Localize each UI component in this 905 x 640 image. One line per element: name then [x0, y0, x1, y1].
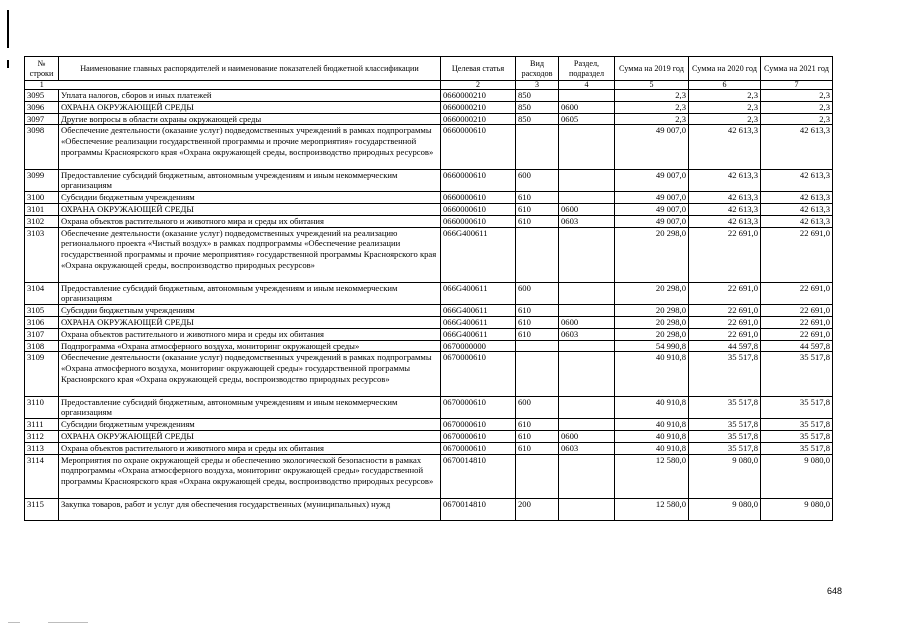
expense-type-code: 600 [516, 169, 559, 192]
row-name: Обеспечение деятельности (оказание услуг) подведомственных учреждений в рамках подпрограммы «Охрана атмосферного воздуха, мониторинг окружающей среды» государственной программы Красноярского края «Охрана окружающей среды, воспроизводство природных ресурсов» [59, 352, 441, 396]
sum-2020: 42 613,3 [689, 169, 761, 192]
binding-mark [7, 60, 9, 68]
header-section: Раздел, подраздел [559, 57, 615, 81]
row-number: 3111 [25, 419, 59, 431]
scan-artifact [8, 622, 20, 623]
column-number: 2 [441, 81, 516, 90]
row-number: 3096 [25, 101, 59, 113]
expense-type-code: 610 [516, 305, 559, 317]
sum-2020: 44 597,8 [689, 340, 761, 352]
section-code [559, 340, 615, 352]
target-article-code: 0670014810 [441, 454, 516, 498]
row-name: Закупка товаров, работ и услуг для обеспечения государственных (муниципальных) нужд [59, 498, 441, 521]
expense-type-code: 600 [516, 282, 559, 305]
section-code [559, 352, 615, 396]
sum-2021: 22 691,0 [761, 227, 833, 282]
section-code: 0605 [559, 113, 615, 125]
expense-type-code: 850 [516, 90, 559, 102]
target-article-code: 0660000610 [441, 125, 516, 169]
table-row [25, 396, 833, 419]
sum-2021: 42 613,3 [761, 125, 833, 169]
target-article-code: 0660000610 [441, 215, 516, 227]
target-article-code: 0670000000 [441, 340, 516, 352]
page-number: 648 [827, 586, 843, 596]
target-article-code: 066G400611 [441, 305, 516, 317]
sum-2019: 40 910,8 [615, 419, 689, 431]
row-number: 3097 [25, 113, 59, 125]
target-article-code: 0660000210 [441, 101, 516, 113]
expense-type-code: 610 [516, 316, 559, 328]
sum-2021: 42 613,3 [761, 192, 833, 204]
sum-2019: 49 007,0 [615, 125, 689, 169]
row-name: Охрана объектов растительного и животного мира и среды их обитания [59, 328, 441, 340]
column-number-row [25, 81, 833, 90]
sum-2020: 35 517,8 [689, 396, 761, 419]
header-sum-2020: Сумма на 2020 год [689, 57, 761, 81]
section-code: 0600 [559, 316, 615, 328]
row-number: 3101 [25, 203, 59, 215]
table-row [25, 203, 833, 215]
table-row [25, 192, 833, 204]
row-name: ОХРАНА ОКРУЖАЮЩЕЙ СРЕДЫ [59, 316, 441, 328]
sum-2021: 35 517,8 [761, 419, 833, 431]
column-number: 5 [615, 81, 689, 90]
expense-type-code: 600 [516, 396, 559, 419]
row-number: 3102 [25, 215, 59, 227]
sum-2020: 22 691,0 [689, 328, 761, 340]
section-code [559, 227, 615, 282]
header-sum-2021: Сумма на 2021 год [761, 57, 833, 81]
row-name: Обеспечение деятельности (оказание услуг) подведомственных учреждений на реализацию регионального проекта «Чистый воздух» в рамках подпрограммы «Обеспечение реализации государственной программы и прочие мероприятия» государственной программы Красноярского края «Охрана окружающей среды, воспроизводство природных ресурсов» [59, 227, 441, 282]
table-row [25, 328, 833, 340]
expense-type-code: 610 [516, 419, 559, 431]
expense-type-code: 850 [516, 113, 559, 125]
sum-2020: 35 517,8 [689, 442, 761, 454]
sum-2020: 35 517,8 [689, 352, 761, 396]
target-article-code: 0660000610 [441, 203, 516, 215]
expense-type-code: 610 [516, 328, 559, 340]
target-article-code: 0660000610 [441, 169, 516, 192]
sum-2020: 9 080,0 [689, 498, 761, 521]
row-name: Обеспечение деятельности (оказание услуг) подведомственных учреждений в рамках подпрограммы «Обеспечение реализации государственной программы и прочие мероприятия» государственной программы Красноярского края «Охрана окружающей среды, воспроизводство природных ресурсов» [59, 125, 441, 169]
table-row [25, 90, 833, 102]
sum-2021: 42 613,3 [761, 203, 833, 215]
row-number: 3107 [25, 328, 59, 340]
sum-2019: 40 910,8 [615, 396, 689, 419]
header-name: Наименование главных распорядителей и наименование показателей бюджетной классификации [59, 57, 441, 81]
sum-2019: 49 007,0 [615, 192, 689, 204]
row-number: 3115 [25, 498, 59, 521]
section-code: 0603 [559, 328, 615, 340]
table-row [25, 125, 833, 169]
sum-2020: 42 613,3 [689, 203, 761, 215]
row-name: Мероприятия по охране окружающей среды и обеспечению экологической безопасности в рамках подпрограммы «Охрана атмосферного воздуха, мониторинг окружающей среды» государственной программы Красноярского края «Охрана окружающей среды, воспроизводство природных ресурсов» [59, 454, 441, 498]
expense-type-code: 850 [516, 101, 559, 113]
table-row [25, 101, 833, 113]
sum-2019: 40 910,8 [615, 430, 689, 442]
row-number: 3100 [25, 192, 59, 204]
table-row [25, 498, 833, 521]
section-code [559, 169, 615, 192]
expense-type-code [516, 340, 559, 352]
sum-2019: 20 298,0 [615, 316, 689, 328]
sum-2019: 20 298,0 [615, 227, 689, 282]
row-name: Субсидии бюджетным учреждениям [59, 192, 441, 204]
expense-type-code: 610 [516, 430, 559, 442]
row-name: Подпрограмма «Охрана атмосферного воздуха, мониторинг окружающей среды» [59, 340, 441, 352]
sum-2019: 40 910,8 [615, 352, 689, 396]
sum-2021: 22 691,0 [761, 282, 833, 305]
table-row [25, 352, 833, 396]
sum-2021: 42 613,3 [761, 169, 833, 192]
section-code [559, 125, 615, 169]
sum-2020: 9 080,0 [689, 454, 761, 498]
expense-type-code: 610 [516, 215, 559, 227]
table-row [25, 169, 833, 192]
sum-2020: 42 613,3 [689, 215, 761, 227]
target-article-code: 066G400611 [441, 227, 516, 282]
binding-mark [7, 10, 9, 48]
section-code [559, 454, 615, 498]
sum-2019: 54 990,8 [615, 340, 689, 352]
row-name: Субсидии бюджетным учреждениям [59, 419, 441, 431]
target-article-code: 0670000610 [441, 430, 516, 442]
row-name: Другие вопросы в области охраны окружающей среды [59, 113, 441, 125]
target-article-code: 0660000210 [441, 90, 516, 102]
header-target-article: Целевая статья [441, 57, 516, 81]
sum-2019: 12 580,0 [615, 498, 689, 521]
row-name: Предоставление субсидий бюджетным, автономным учреждениям и иным некоммерческим организациям [59, 169, 441, 192]
sum-2021: 9 080,0 [761, 454, 833, 498]
table-row [25, 454, 833, 498]
table-row [25, 227, 833, 282]
sum-2021: 35 517,8 [761, 352, 833, 396]
sum-2020: 22 691,0 [689, 282, 761, 305]
sum-2021: 42 613,3 [761, 215, 833, 227]
target-article-code: 0670014810 [441, 498, 516, 521]
sum-2020: 35 517,8 [689, 419, 761, 431]
target-article-code: 0670000610 [441, 352, 516, 396]
table-row [25, 305, 833, 317]
sum-2019: 2,3 [615, 113, 689, 125]
sum-2019: 2,3 [615, 90, 689, 102]
scan-artifact [48, 622, 88, 623]
target-article-code: 066G400611 [441, 282, 516, 305]
table-row [25, 340, 833, 352]
row-name: Субсидии бюджетным учреждениям [59, 305, 441, 317]
column-number: 6 [689, 81, 761, 90]
sum-2021: 35 517,8 [761, 442, 833, 454]
sum-2019: 49 007,0 [615, 215, 689, 227]
row-name: Предоставление субсидий бюджетным, автономным учреждениям и иным некоммерческим организациям [59, 396, 441, 419]
row-name: ОХРАНА ОКРУЖАЮЩЕЙ СРЕДЫ [59, 101, 441, 113]
section-code: 0600 [559, 203, 615, 215]
sum-2019: 20 298,0 [615, 328, 689, 340]
section-code [559, 498, 615, 521]
sum-2021: 2,3 [761, 113, 833, 125]
table-body [25, 90, 833, 521]
column-number: 1 [25, 81, 59, 90]
expense-type-code: 610 [516, 192, 559, 204]
sum-2020: 22 691,0 [689, 316, 761, 328]
row-number: 3114 [25, 454, 59, 498]
column-number: 3 [516, 81, 559, 90]
sum-2021: 35 517,8 [761, 430, 833, 442]
row-name: ОХРАНА ОКРУЖАЮЩЕЙ СРЕДЫ [59, 430, 441, 442]
sum-2021: 44 597,8 [761, 340, 833, 352]
section-code: 0600 [559, 101, 615, 113]
expense-type-code [516, 227, 559, 282]
expense-type-code [516, 454, 559, 498]
expense-type-code: 200 [516, 498, 559, 521]
table-row [25, 430, 833, 442]
target-article-code: 0670000610 [441, 442, 516, 454]
section-code [559, 90, 615, 102]
budget-table [24, 56, 833, 521]
sum-2020: 42 613,3 [689, 192, 761, 204]
table-row [25, 316, 833, 328]
column-number: 7 [761, 81, 833, 90]
section-code [559, 192, 615, 204]
table-row [25, 442, 833, 454]
row-number: 3105 [25, 305, 59, 317]
section-code [559, 396, 615, 419]
sum-2019: 40 910,8 [615, 442, 689, 454]
target-article-code: 066G400611 [441, 328, 516, 340]
row-number: 3106 [25, 316, 59, 328]
sum-2019: 49 007,0 [615, 203, 689, 215]
target-article-code: 066G400611 [441, 316, 516, 328]
target-article-code: 0670000610 [441, 419, 516, 431]
row-number: 3108 [25, 340, 59, 352]
row-name: Предоставление субсидий бюджетным, автономным учреждениям и иным некоммерческим организациям [59, 282, 441, 305]
sum-2019: 49 007,0 [615, 169, 689, 192]
sum-2020: 2,3 [689, 90, 761, 102]
table-header-row [25, 57, 833, 81]
expense-type-code: 610 [516, 203, 559, 215]
section-code [559, 305, 615, 317]
row-number: 3095 [25, 90, 59, 102]
target-article-code: 0660000210 [441, 113, 516, 125]
row-number: 3109 [25, 352, 59, 396]
sum-2021: 22 691,0 [761, 316, 833, 328]
sum-2020: 42 613,3 [689, 125, 761, 169]
section-code [559, 282, 615, 305]
sum-2021: 22 691,0 [761, 328, 833, 340]
row-number: 3113 [25, 442, 59, 454]
row-name: ОХРАНА ОКРУЖАЮЩЕЙ СРЕДЫ [59, 203, 441, 215]
row-name: Охрана объектов растительного и животного мира и среды их обитания [59, 442, 441, 454]
sum-2019: 20 298,0 [615, 305, 689, 317]
table-row [25, 282, 833, 305]
sum-2019: 2,3 [615, 101, 689, 113]
header-sum-2019: Сумма на 2019 год [615, 57, 689, 81]
section-code: 0600 [559, 430, 615, 442]
row-number: 3103 [25, 227, 59, 282]
table-row [25, 113, 833, 125]
sum-2020: 2,3 [689, 113, 761, 125]
section-code [559, 419, 615, 431]
expense-type-code [516, 125, 559, 169]
column-number: 4 [559, 81, 615, 90]
sum-2019: 20 298,0 [615, 282, 689, 305]
target-article-code: 0670000610 [441, 396, 516, 419]
expense-type-code: 610 [516, 442, 559, 454]
row-number: 3112 [25, 430, 59, 442]
sum-2020: 22 691,0 [689, 305, 761, 317]
section-code: 0603 [559, 442, 615, 454]
sum-2021: 2,3 [761, 90, 833, 102]
section-code: 0603 [559, 215, 615, 227]
row-name: Охрана объектов растительного и животного мира и среды их обитания [59, 215, 441, 227]
table-row [25, 419, 833, 431]
row-name: Уплата налогов, сборов и иных платежей [59, 90, 441, 102]
row-number: 3110 [25, 396, 59, 419]
expense-type-code [516, 352, 559, 396]
target-article-code: 0660000610 [441, 192, 516, 204]
row-number: 3104 [25, 282, 59, 305]
sum-2019: 12 580,0 [615, 454, 689, 498]
row-number: 3098 [25, 125, 59, 169]
sum-2021: 22 691,0 [761, 305, 833, 317]
table-row [25, 215, 833, 227]
sum-2020: 35 517,8 [689, 430, 761, 442]
row-number: 3099 [25, 169, 59, 192]
sum-2020: 22 691,0 [689, 227, 761, 282]
sum-2021: 2,3 [761, 101, 833, 113]
sum-2021: 35 517,8 [761, 396, 833, 419]
sum-2021: 9 080,0 [761, 498, 833, 521]
sum-2020: 2,3 [689, 101, 761, 113]
header-expense-type: Вид расходов [516, 57, 559, 81]
header-row-number: № строки [25, 57, 59, 81]
